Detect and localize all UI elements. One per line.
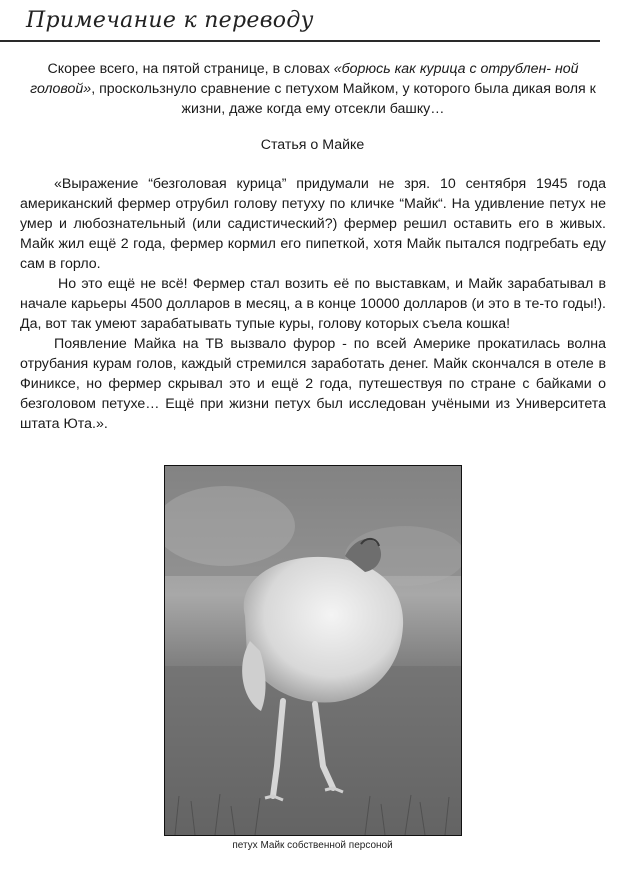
photo-caption: петух Майк собственной персоной bbox=[232, 840, 393, 851]
article-body bbox=[20, 174, 606, 434]
intro-text-end: , проскользнуло сравнение с петухом Майком, у которого была дикая воля к жизни, даже когда ему отсекли башку… bbox=[91, 81, 596, 117]
article-heading: Статья о Майке bbox=[260, 137, 365, 153]
intro-text-start: Скорее всего, на пятой странице, в словах bbox=[47, 61, 334, 77]
article-paragraph: «Выражение “безголовая курица” придумали не зря. 10 сентября 1945 года американский фермер отрубил голову петуху по кличке “Майк“. На удивление петух не умер и любознательный (или садистический?) фермер решил оставить его в живых. Майк жил ещё 2 года, фермер кормил его пипеткой, хотя Майк пытался подгребать еду сам в горло. bbox=[20, 176, 606, 272]
section-title: Примечание к переводу bbox=[26, 8, 314, 33]
header-divider bbox=[0, 40, 600, 42]
article-paragraph: Но это ещё не всё! Фермер стал возить её по выставкам, и Майк зарабатывал в начале карьеры 4500 долларов в месяц, а в конце 10000 долларов (и это в те-то годы!). Да, вот так умеют зарабатывать тупые куры, голову которых съела кошка! bbox=[20, 276, 606, 332]
intro-paragraph bbox=[20, 59, 606, 119]
article-paragraph: Появление Майка на ТВ вызвало фурор - по всей Америке прокатилась волна отрубания курам голов, каждый стремился заработать денег. Майк скончался в отеле в Финиксе, но фермер скрывал это и ещё 2 года, путешествуя по стране с байками о безголовом петухе… Ещё при жизни петух был исследован учёными из Университета штата Юта.». bbox=[20, 336, 606, 432]
rooster-photo bbox=[164, 465, 462, 836]
intro-quote: «борюсь как курица с отрублен- ной головой» bbox=[30, 61, 579, 97]
page-header bbox=[0, 0, 625, 44]
